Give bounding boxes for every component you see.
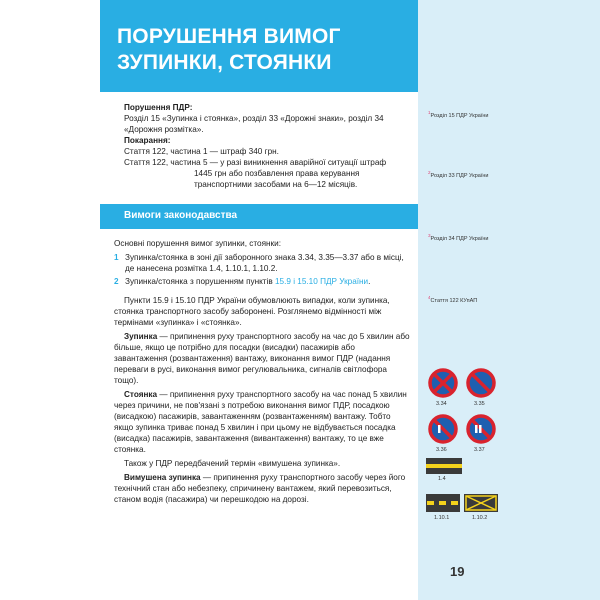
pdr-link[interactable]: 15.9 і 15.10 ПДР України (275, 277, 369, 286)
violations-sections: Розділ 15 «Зупинка і стоянка», розділ 33 «Дорожні знаки», розділ 34 «Дорожня розмітка». (124, 114, 384, 134)
sign-label: 3.36 (436, 447, 447, 453)
section-title: Вимоги законодавства (124, 210, 238, 221)
no-stopping-sign-icon (428, 368, 458, 398)
page-title: ПОРУШЕННЯ ВИМОГ ЗУПИНКИ, СТОЯНКИ (117, 25, 341, 74)
parking-definition: Стоянка — припинення руху транспортного засобу на час понад 5 хвилин через причини, не пов'язані з потребою виконання вимог ПДР, посадкою (висадкою) пасажирів, завантаженням (розвантаженням) вантажу. Тобто якщо зупинка триває понад 5 хвилин і при цьому не відбувається посадка (висадка) пасажирів, завантаження (вивантаження) вантажу, то це вже стоянка. (114, 390, 407, 454)
marking-1-4-icon (426, 458, 462, 474)
sign-label: 3.37 (474, 447, 485, 453)
marking-label: 1.10.2 (472, 515, 488, 521)
sign-label: 3.35 (474, 401, 485, 407)
paragraph-terms: Пункти 15.9 і 15.10 ПДР України обумовлюють випадки, коли зупинка, стоянка транспортного засобу заборонені. Розглянемо відмінності між термінами «зупинка» і «стоянка». (114, 296, 390, 327)
margin-note: $^4$Стаття 122 КУпАП (428, 295, 478, 304)
list-item (114, 252, 410, 274)
list-number: 1 (114, 253, 119, 262)
violations-block (124, 102, 414, 190)
violations-heading: Порушення ПДР: (124, 103, 193, 112)
penalty-2-cont: 1445 грн або позбавлення права керування транспортними засобами на 6—12 місяців. (194, 169, 360, 189)
sign-label: 3.34 (436, 401, 447, 407)
no-parking-sign-icon (466, 368, 496, 398)
forced-definition: Вимушена зупинка — припинення руху транспортного засобу через його технічний стан або небезпеку, спричинену вантажем, який перевозиться, станом водія (пасажира) чи перешкодою на дорозі. (114, 473, 406, 504)
forced-intro: Також у ПДР передбачений термін «вимушена зупинка». (124, 459, 341, 468)
list-text: Зупинка/стоянка з порушенням пунктів (125, 277, 275, 286)
margin-note: $^2$Розділ 33 ПДР України (428, 170, 489, 179)
body-text (114, 238, 410, 508)
list-number: 2 (114, 277, 119, 286)
penalties-heading: Покарання: (124, 136, 171, 145)
penalty-2: Стаття 122, частина 5 — у разі виникнення аварійної ситуації штраф (124, 158, 387, 167)
marking-label: 1.10.1 (434, 515, 450, 521)
list-item: 2 Зупинка/стоянка з порушенням пунктів 15.9 і 15.10 ПДР України. (114, 277, 371, 286)
margin-note: $^1$Розділ 15 ПДР України (428, 110, 489, 119)
marking-1-10-2-icon (464, 494, 498, 512)
penalty-1: Стаття 122, частина 1 — штраф 340 грн. (124, 147, 279, 156)
list-text: Зупинка/стоянка в зоні дії заборонного знака 3.34, 3.35—3.37 або в місці, де нанесена розмітка 1.4, 1.10.1, 1.10.2. (125, 253, 404, 273)
no-parking-odd-days-icon (428, 414, 458, 444)
intro: Основні порушення вимог зупинки, стоянки: (114, 239, 281, 248)
page-number: 19 (450, 564, 465, 579)
no-parking-even-days-icon (466, 414, 496, 444)
marking-1-10-1-icon (426, 494, 460, 512)
margin-note: $^3$Розділ 34 ПДР України (428, 233, 489, 242)
stop-definition: Зупинка — припинення руху транспортного засобу на час до 5 хвилин або більше, якщо це потрібно для посадки (висадки) пасажирів або завантаження (розвантаження) вантажу, виконання вимог ПДР (надання переваги в русі, виконання вимог регулювальника, сигналів світлофора тощо). (114, 332, 410, 385)
marking-label: 1.4 (438, 476, 446, 482)
